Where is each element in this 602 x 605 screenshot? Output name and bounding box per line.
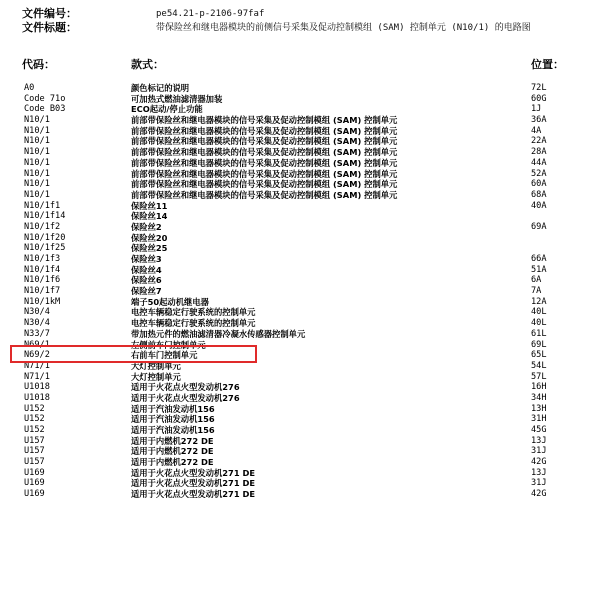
table-row [0, 179, 602, 190]
table-row [0, 233, 602, 244]
row-code: N71/1 [24, 371, 50, 382]
row-model: 保险丝14 [131, 211, 168, 222]
row-position: 54L [531, 360, 547, 371]
table-row [0, 414, 602, 425]
row-model: 保险丝6 [131, 275, 162, 286]
row-model: 前部带保险丝和继电器模块的信号采集及促动控制模组 (SAM) 控制单元 [131, 157, 398, 168]
table-row [0, 489, 602, 500]
column-header-code: 代码： [22, 58, 55, 71]
row-code: N10/1 [24, 125, 50, 136]
row-position: 13H [531, 403, 547, 414]
row-position: 66A [531, 254, 547, 264]
row-model: 保险丝2 [131, 221, 162, 232]
row-position: 72L [531, 83, 547, 93]
row-model: 保险丝4 [131, 264, 162, 275]
row-position: 34H [531, 392, 547, 403]
row-model: 电控车辆稳定行驶系统的控制单元 [131, 307, 256, 318]
row-position: 13J [531, 435, 547, 446]
row-model: 保险丝25 [131, 243, 168, 254]
row-position: 31J [531, 446, 547, 457]
row-model: 适用于火花点火型发动机271 DE [131, 489, 256, 500]
row-model: 前部带保险丝和继电器模块的信号采集及促动控制模组 (SAM) 控制单元 [131, 189, 398, 200]
row-model: 电控车辆稳定行驶系统的控制单元 [131, 318, 256, 329]
row-model: 保险丝20 [131, 232, 168, 243]
row-code: N30/4 [24, 318, 50, 329]
row-code: U152 [24, 425, 45, 435]
row-position: 4A [531, 125, 542, 136]
row-code: N10/1 [24, 157, 50, 168]
table-row [0, 382, 602, 393]
row-position: 69L [531, 339, 547, 350]
row-code: N10/1f25 [24, 243, 66, 254]
row-model: 前部带保险丝和继电器模块的信号采集及促动控制模组 (SAM) 控制单元 [131, 147, 398, 158]
row-model: 前部带保险丝和继电器模块的信号采集及促动控制模组 (SAM) 控制单元 [131, 168, 398, 179]
row-model: 大灯控制单元 [131, 360, 181, 371]
row-model: 大灯控制单元 [131, 371, 181, 382]
table-row [0, 222, 602, 233]
row-position: 40L [531, 318, 547, 329]
row-model: 适用于汽油发动机156 [131, 414, 215, 425]
row-position: 60A [531, 179, 547, 190]
table-row [0, 147, 602, 158]
row-code: N10/1f1 [24, 200, 61, 211]
row-code: U169 [24, 467, 45, 478]
row-model: 保险丝7 [131, 286, 162, 297]
row-code: N10/1f20 [24, 232, 66, 243]
row-code: N10/1f14 [24, 211, 66, 222]
table-row [0, 136, 602, 147]
row-model: 适用于内燃机272 DE [131, 457, 214, 468]
row-code: N10/1 [24, 179, 50, 190]
row-position: 12A [531, 296, 547, 307]
row-model: 适用于火花点火型发动机276 [131, 382, 240, 393]
row-position: 31H [531, 414, 547, 425]
row-position: 31J [531, 478, 547, 489]
row-model: 前部带保险丝和继电器模块的信号采集及促动控制模组 (SAM) 控制单元 [131, 136, 398, 147]
row-code: N69/1 [24, 339, 50, 350]
row-position: 61L [531, 328, 547, 339]
row-code: N33/7 [24, 328, 50, 339]
row-code: U152 [24, 403, 45, 414]
row-position: 40L [531, 307, 547, 318]
row-code: Code 71o [24, 93, 66, 104]
table-row [0, 457, 602, 468]
row-model: 颜色标记的说明 [131, 83, 190, 93]
row-model: 前部带保险丝和继电器模块的信号采集及促动控制模组 (SAM) 控制单元 [131, 179, 398, 190]
table-row [0, 393, 602, 404]
row-position: 45G [531, 425, 547, 435]
document-number-value: pe54.21-p-2106-97faf [156, 9, 265, 19]
row-model: 前部带保险丝和继电器模块的信号采集及促动控制模组 (SAM) 控制单元 [131, 125, 398, 136]
table-row [0, 404, 602, 415]
table-row [0, 115, 602, 126]
row-position: 60G [531, 93, 547, 104]
row-model: ECO起动/停止功能 [131, 104, 203, 115]
row-code: A0 [24, 83, 35, 93]
row-code: N10/1 [24, 136, 50, 147]
row-model: 适用于内燃机272 DE [131, 435, 214, 446]
row-code: N10/1f3 [24, 254, 61, 264]
table-row [0, 169, 602, 180]
row-model: 适用于火花点火型发动机271 DE [131, 467, 256, 478]
row-code: N10/1f4 [24, 264, 61, 275]
table-row [0, 372, 602, 383]
row-position: 40A [531, 200, 547, 211]
row-code: N30/4 [24, 307, 50, 318]
row-model: 适用于内燃机272 DE [131, 446, 214, 457]
table-row [0, 340, 602, 351]
row-position: 36A [531, 115, 547, 126]
row-model: 端子50起动机继电器 [131, 296, 209, 307]
row-position: 57L [531, 371, 547, 382]
table-row [0, 104, 602, 115]
table-row [0, 83, 602, 94]
table-row [0, 190, 602, 201]
parts-table [0, 83, 602, 500]
table-row [0, 265, 602, 276]
row-model: 保险丝11 [131, 200, 168, 211]
row-code: U157 [24, 446, 45, 457]
row-code: U1018 [24, 392, 50, 403]
row-code: N69/2 [24, 350, 50, 361]
table-row [0, 158, 602, 169]
table-row [0, 350, 602, 361]
row-model: 适用于汽油发动机156 [131, 403, 215, 414]
row-code: U157 [24, 435, 45, 446]
table-row [0, 275, 602, 286]
row-position: 68A [531, 189, 547, 200]
row-position: 1J [531, 104, 542, 115]
column-header-position: 位置： [531, 58, 564, 71]
row-position: 16H [531, 382, 547, 393]
table-row [0, 243, 602, 254]
table-row [0, 436, 602, 447]
document-title-label: 文件标题： [22, 21, 77, 34]
row-code: U1018 [24, 382, 50, 393]
row-model: 前部带保险丝和继电器模块的信号采集及促动控制模组 (SAM) 控制单元 [131, 115, 398, 126]
row-code: Code B03 [24, 104, 66, 115]
row-model: 保险丝3 [131, 254, 162, 264]
column-header-model: 款式： [131, 58, 164, 71]
row-code: U157 [24, 457, 45, 468]
row-code: U152 [24, 414, 45, 425]
row-model: 适用于汽油发动机156 [131, 425, 215, 435]
table-row [0, 201, 602, 212]
row-code: U169 [24, 489, 45, 500]
row-position: 13J [531, 467, 547, 478]
row-code: N10/1 [24, 147, 50, 158]
row-position: 28A [531, 147, 547, 158]
table-row [0, 254, 602, 265]
document-title-value: 带保险丝和继电器模块的前侧信号采集及促动控制模组 (SAM) 控制单元 (N10/1) 的电路图 [156, 23, 531, 33]
row-code: N10/1 [24, 189, 50, 200]
row-code: N10/1f6 [24, 275, 61, 286]
row-code: N10/1f2 [24, 221, 61, 232]
table-row [0, 318, 602, 329]
table-row [0, 307, 602, 318]
document-number-label: 文件编号： [22, 7, 77, 20]
row-model: 带加热元件的燃油滤清器冷凝水传感器控制单元 [131, 328, 306, 339]
table-row [0, 446, 602, 457]
row-position: 22A [531, 136, 547, 147]
row-position: 6A [531, 275, 542, 286]
row-code: N10/1 [24, 168, 50, 179]
row-position: 65L [531, 350, 547, 361]
row-position: 42G [531, 489, 547, 500]
row-model: 适用于火花点火型发动机271 DE [131, 478, 256, 489]
row-code: N10/1f7 [24, 286, 61, 297]
table-row [0, 94, 602, 105]
row-position: 51A [531, 264, 547, 275]
row-model: 左侧前车门控制单元 [131, 339, 206, 350]
row-code: U169 [24, 478, 45, 489]
row-position: 42G [531, 457, 547, 468]
table-row [0, 425, 602, 436]
row-position: 52A [531, 168, 547, 179]
row-code: N10/1kM [24, 296, 61, 307]
table-row [0, 286, 602, 297]
row-position: 69A [531, 221, 547, 232]
row-position: 44A [531, 157, 547, 168]
row-model: 适用于火花点火型发动机276 [131, 392, 240, 403]
table-row [0, 211, 602, 222]
table-row [0, 126, 602, 137]
row-code: N10/1 [24, 115, 50, 126]
table-row [0, 329, 602, 340]
row-model: 可加热式燃油滤清器加装 [131, 93, 223, 104]
row-position: 7A [531, 286, 542, 297]
table-row [0, 297, 602, 308]
table-row [0, 361, 602, 372]
row-model: 右前车门控制单元 [131, 350, 198, 361]
table-row [0, 478, 602, 489]
table-row [0, 468, 602, 479]
row-code: N71/1 [24, 360, 50, 371]
